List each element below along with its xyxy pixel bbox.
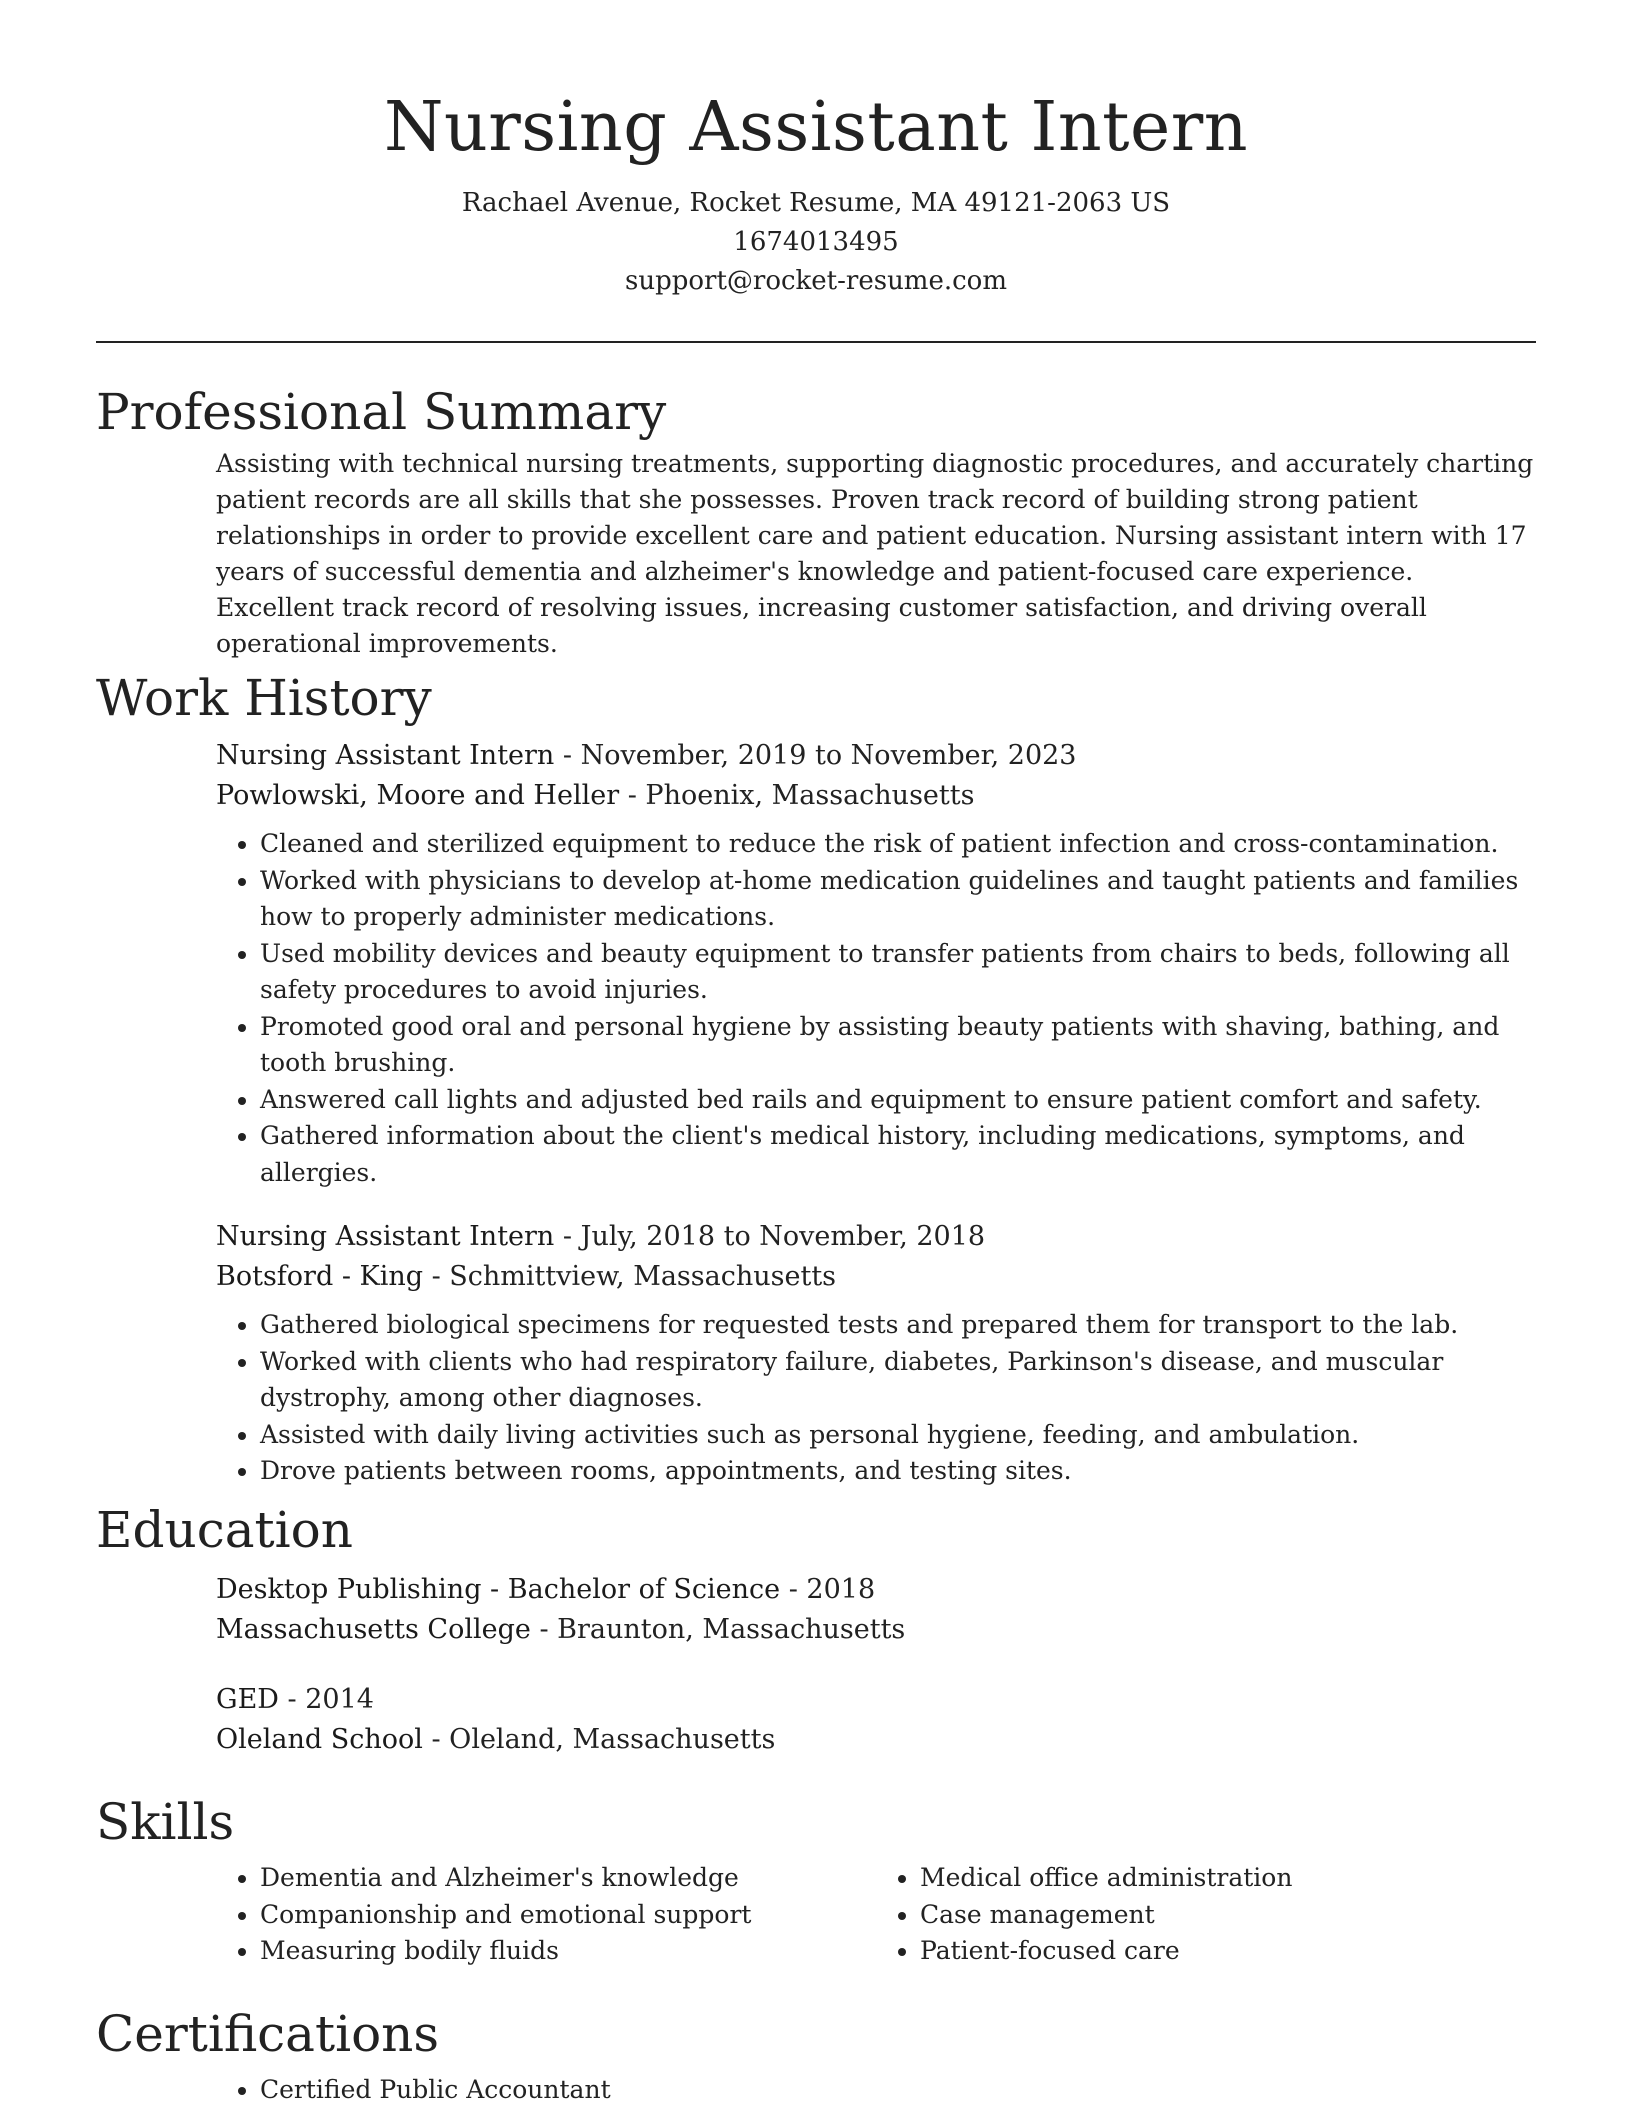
school-location: - Braunton, Massachusetts xyxy=(530,1614,906,1645)
address: Rachael Avenue, Rocket Resume, MA 49121-2063 US xyxy=(461,188,1171,218)
job-title: Nursing Assistant Intern xyxy=(216,740,555,771)
job-company-line xyxy=(216,1257,1536,1297)
job-bullet: • Worked with physicians to develop at-home medication guidelines and taught patients and families how to properly administer medications. xyxy=(260,863,1536,936)
job-bullet: • Drove patients between rooms, appointments, and testing sites. xyxy=(260,1453,1536,1490)
certifications-list xyxy=(216,2072,1536,2109)
work-history-section xyxy=(96,668,1536,1490)
degree-line xyxy=(216,1680,1536,1720)
job-bullet: • Gathered biological specimens for requested tests and prepared them for transport to the lab. xyxy=(260,1307,1536,1344)
job-title-line xyxy=(216,1217,1536,1257)
education-entry xyxy=(216,1680,1536,1760)
email: support@rocket-resume.com xyxy=(624,266,1007,296)
school-line xyxy=(216,1720,1536,1760)
skills-list-right xyxy=(876,1860,1536,1970)
job-bullet: • Cleaned and sterilized equipment to reduce the risk of patient infection and cross-contamination. xyxy=(260,826,1536,863)
school-location: - Oleland, Massachusetts xyxy=(422,1724,776,1755)
skill-item: • Dementia and Alzheimer's knowledge xyxy=(260,1860,876,1897)
education-heading: Education xyxy=(96,1501,353,1559)
summary-section xyxy=(96,382,1536,662)
degree: GED xyxy=(216,1684,279,1715)
header-divider xyxy=(96,341,1536,343)
skills-section xyxy=(96,1792,1536,1970)
summary-heading: Professional Summary xyxy=(96,383,667,441)
degree: Desktop Publishing - Bachelor of Science xyxy=(216,1574,781,1605)
job-bullet: • Gathered information about the client's medical history, including medications, symptoms, and allergies. xyxy=(260,1118,1536,1191)
skills-heading: Skills xyxy=(96,1793,235,1851)
job-bullet: • Assisted with daily living activities such as personal hygiene, feeding, and ambulation. xyxy=(260,1417,1536,1454)
job-dates: - July, 2018 to November, 2018 xyxy=(554,1221,986,1252)
certifications-section xyxy=(96,2004,1536,2109)
job-bullets xyxy=(216,826,1536,1191)
skills-columns xyxy=(216,1852,1536,1970)
job-location: - Schmittview, Massachusetts xyxy=(423,1261,837,1292)
skill-item: • Patient-focused care xyxy=(920,1933,1536,1970)
phone: 1674013495 xyxy=(733,227,899,257)
skill-item: • Medical office administration xyxy=(920,1860,1536,1897)
skill-item: • Companionship and emotional support xyxy=(260,1897,876,1934)
job-entry xyxy=(216,736,1536,1191)
summary-text: Assisting with technical nursing treatments, supporting diagnostic procedures, and accurately charting patient records are all skills that she possesses. Proven track record of building strong patient relationships in order to provide excellent care and patient education. Nursing assistant intern with 17 years of successful dementia and alzheimer's knowledge and patient-focused care experience. Excellent track record of resolving issues, increasing customer satisfaction, and driving overall operational improvements. xyxy=(216,449,1534,658)
skills-list-left xyxy=(216,1860,876,1970)
job-company-line xyxy=(216,776,1536,816)
job-location: - Phoenix, Massachusetts xyxy=(619,780,975,811)
job-bullets xyxy=(216,1307,1536,1490)
graduation-year: - 2014 xyxy=(278,1684,374,1715)
school: Oleland School xyxy=(216,1724,423,1755)
job-bullet: • Worked with clients who had respiratory failure, diabetes, Parkinson's disease, and muscular dystrophy, among other diagnoses. xyxy=(260,1344,1536,1417)
skill-item: • Case management xyxy=(920,1897,1536,1934)
certification-item: • Certified Public Accountant xyxy=(260,2072,1536,2109)
job-bullet: • Promoted good oral and personal hygiene by assisting beauty patients with shaving, bathing, and tooth brushing. xyxy=(260,1009,1536,1082)
graduation-year: - 2018 xyxy=(780,1574,876,1605)
degree-line xyxy=(216,1570,1536,1610)
job-dates: - November, 2019 to November, 2023 xyxy=(554,740,1077,771)
certifications-body xyxy=(216,2072,1536,2109)
job-company: Botsford - King xyxy=(216,1261,424,1292)
job-bullet: • Used mobility devices and beauty equipment to transfer patients from chairs to beds, following all safety procedures to avoid injuries. xyxy=(260,936,1536,1009)
job-entry xyxy=(216,1217,1536,1490)
work-history-heading: Work History xyxy=(96,669,432,727)
job-title-line xyxy=(216,736,1536,776)
job-title: Nursing Assistant Intern xyxy=(216,1221,555,1252)
certifications-heading: Certifications xyxy=(96,2005,440,2063)
education-entry xyxy=(216,1570,1536,1650)
skill-item: • Measuring bodily fluids xyxy=(260,1933,876,1970)
job-company: Powlowski, Moore and Heller xyxy=(216,780,620,811)
education-section xyxy=(96,1500,1536,1760)
school-line xyxy=(216,1610,1536,1650)
school: Massachusetts College xyxy=(216,1614,531,1645)
candidate-name: Nursing Assistant Intern xyxy=(383,88,1249,167)
job-bullet: • Answered call lights and adjusted bed rails and equipment to ensure patient comfort and safety. xyxy=(260,1082,1536,1119)
contact-block xyxy=(0,184,1632,301)
resume-header xyxy=(0,0,1632,301)
